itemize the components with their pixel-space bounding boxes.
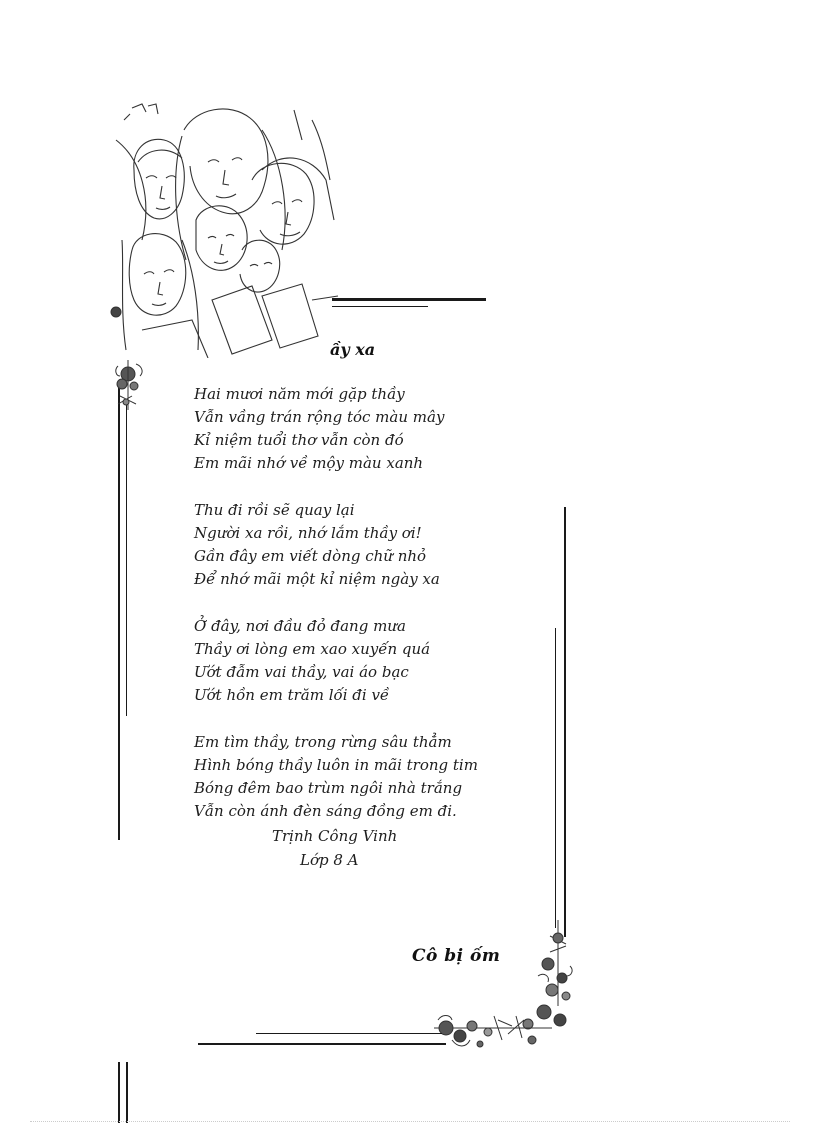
bottom-rule-thick xyxy=(198,1043,446,1045)
poem-line: Hình bóng thầy luôn in mãi trong tim xyxy=(194,756,478,774)
poem-line: Thu đi rồi sẽ quay lại xyxy=(194,501,355,519)
page-bottom-border xyxy=(30,1121,790,1122)
poem-line: Vẫn vầng trán rộng tóc màu mây xyxy=(194,408,445,426)
left-rule-inner xyxy=(126,404,127,716)
top-rule-thin xyxy=(332,306,428,307)
flower-ornament-left xyxy=(106,300,150,424)
right-rule-outer xyxy=(564,507,566,937)
poem-line: Ở đây, nơi đầu đỏ đang mưa xyxy=(194,617,406,635)
stanza xyxy=(194,731,514,823)
bottom-left-rule-a xyxy=(118,1062,120,1123)
poem-title: ầy xa xyxy=(330,340,376,359)
poem-line: Để nhớ mãi một kỉ niệm ngày xa xyxy=(194,570,440,588)
stanza xyxy=(194,615,514,707)
poem-line: Em tìm thầy, trong rừng sâu thẳm xyxy=(194,733,452,751)
stanza xyxy=(194,383,514,475)
top-rule-thick xyxy=(332,298,486,301)
left-rule-outer xyxy=(118,382,120,840)
poem-line: Ướt đẫm vai thầy, vai áo bạc xyxy=(194,663,409,681)
poem-line: Kỉ niệm tuổi thơ vẫn còn đó xyxy=(194,431,404,449)
poem-line: Gần đây em viết dòng chữ nhỏ xyxy=(194,547,427,565)
poem-line: Hai mươi năm mới gặp thầy xyxy=(194,385,405,403)
class-label: Lớp 8 A xyxy=(300,851,359,869)
poem-line: Ướt hồn em trăm lối đi về xyxy=(194,686,390,704)
stanza xyxy=(194,499,514,591)
poem-line: Thầy ơi lòng em xao xuyến quá xyxy=(194,640,431,658)
bottom-label: Cô bị ốm xyxy=(412,946,501,966)
poem-line: Em mãi nhớ về mộy màu xanh xyxy=(194,454,424,472)
poem-line: Vẫn còn ánh đèn sáng đồng em đi. xyxy=(194,802,457,820)
flower-ornament-corner xyxy=(432,916,582,1066)
author-name: Trịnh Công Vinh xyxy=(272,827,398,845)
bottom-left-rule-b xyxy=(126,1062,128,1123)
poem-line: Người xa rồi, nhớ lắm thầy ơi! xyxy=(194,524,422,542)
bottom-rule-thin xyxy=(256,1033,442,1034)
right-rule-inner xyxy=(555,628,556,928)
poem-body xyxy=(194,383,514,847)
poem-line: Bóng đêm bao trùm ngôi nhà trắng xyxy=(194,779,463,797)
